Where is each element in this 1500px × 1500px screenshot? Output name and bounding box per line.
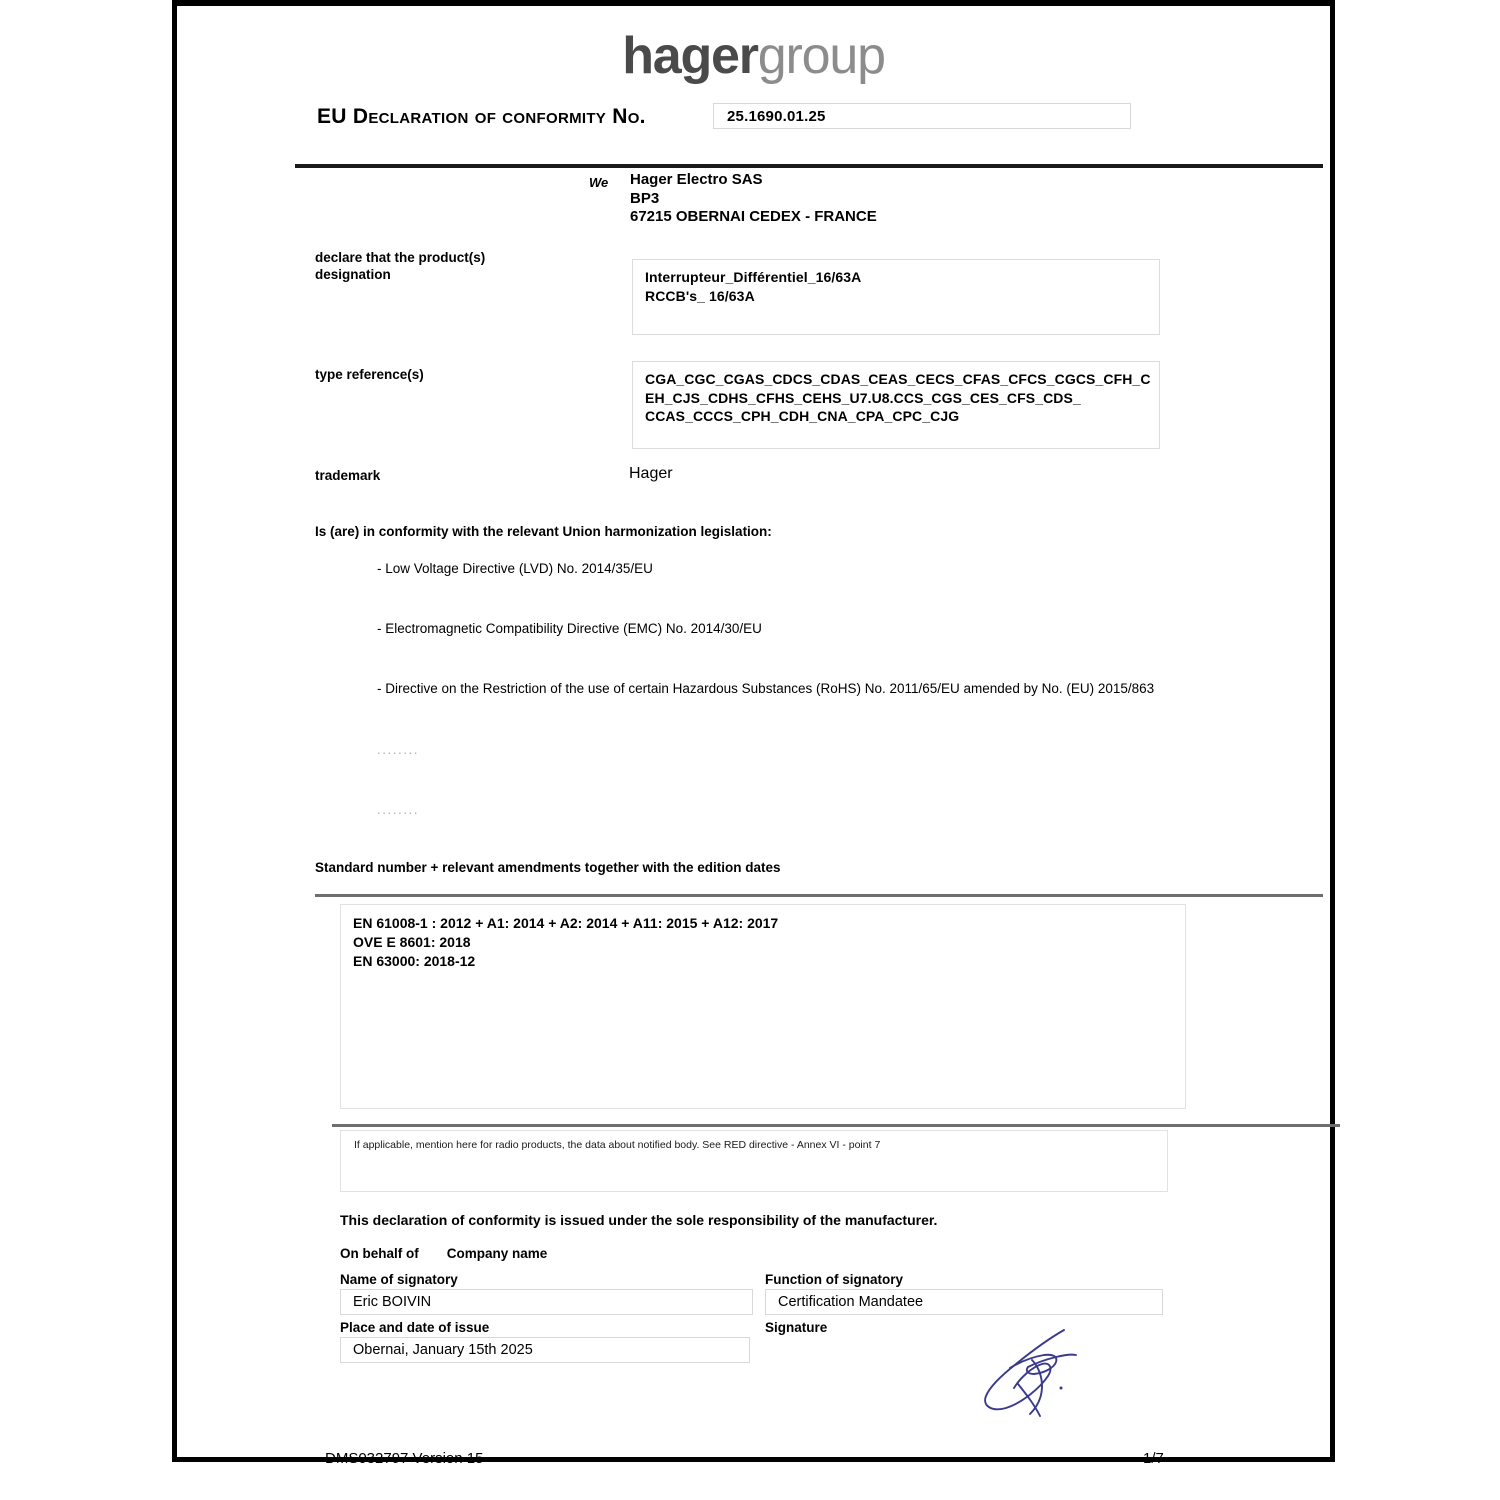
standard-value-1: EN 61008-1 : 2012 + A1: 2014 + A2: 2014 + A11: 2015 + A12: 2017 [353, 915, 779, 931]
designation-label [315, 249, 485, 283]
document-page [172, 0, 1335, 1467]
trademark-value: Hager [629, 465, 673, 482]
hager-group-logo [177, 27, 1330, 85]
function-of-signatory-field[interactable] [765, 1289, 1163, 1315]
directive-placeholder-1: ........ [377, 742, 420, 757]
address-line-1: Hager Electro SAS [630, 171, 763, 188]
conformity-heading: Is (are) in conformity with the relevant Union harmonization legislation: [315, 524, 772, 539]
place-and-date-field[interactable] [340, 1337, 750, 1363]
signature-image [972, 1324, 1092, 1424]
document-title-row [317, 103, 1317, 137]
type-reference-value-2: EH_CJS_CDHS_CFHS_CEHS_U7.U8.CCS_CGS_CES_CFS_CDS_ [645, 389, 1081, 406]
trademark-label: trademark [315, 468, 381, 483]
directive-emc: - Electromagnetic Compatibility Directive (EMC) No. 2014/30/EU [377, 621, 762, 636]
designation-field[interactable] [632, 259, 1160, 335]
page-title: EU Declaration of conformity No. [317, 105, 646, 128]
company-name-label: Company name [446, 1246, 548, 1261]
function-of-signatory-value: Certification Mandatee [778, 1294, 924, 1310]
designation-value-1: Interrupteur_Différentiel_16/63A [645, 269, 862, 285]
responsibility-statement: This declaration of conformity is issued under the sole responsibility of the manufacturer. [340, 1212, 938, 1228]
footer-document-ref: DMS032797 Version 15 [325, 1450, 484, 1467]
type-reference-label: type reference(s) [315, 367, 424, 382]
we-label: We [589, 175, 609, 190]
name-of-signatory-field[interactable] [340, 1289, 753, 1315]
logo-text-hager: hager [622, 27, 758, 85]
designation-label-line-1: declare that the product(s) [315, 250, 486, 265]
type-reference-field[interactable] [632, 361, 1160, 449]
standards-field[interactable] [340, 904, 1186, 1109]
logo-text-group: group [757, 27, 885, 85]
on-behalf-of-row [340, 1246, 547, 1261]
function-of-signatory-label: Function of signatory [765, 1272, 903, 1287]
declaration-number-value: 25.1690.01.25 [727, 108, 826, 125]
type-reference-value-3: CCAS_CCCS_CPH_CDH_CNA_CPA_CPC_CJG [645, 408, 960, 424]
type-reference-value-1: CGA_CGC_CGAS_CDCS_CDAS_CEAS_CECS_CFAS_CFCS_CGCS_CFH_C [645, 371, 1151, 387]
name-of-signatory-label: Name of signatory [340, 1272, 458, 1287]
title-divider [295, 164, 1323, 168]
on-behalf-of-label: On behalf of [340, 1246, 419, 1261]
directive-placeholder-2: ........ [377, 802, 420, 817]
signature-label: Signature [765, 1320, 828, 1335]
address-line-2: BP3 [630, 189, 660, 207]
place-and-date-label: Place and date of issue [340, 1320, 490, 1335]
footer-page-number: 1/7 [1143, 1450, 1164, 1467]
name-of-signatory-value: Eric BOIVIN [353, 1294, 432, 1310]
place-and-date-value: Obernai, January 15th 2025 [353, 1342, 533, 1358]
notified-body-field[interactable] [340, 1130, 1168, 1192]
standard-value-2: OVE E 8601: 2018 [353, 934, 471, 950]
standards-heading: Standard number + relevant amendments together with the edition dates [315, 860, 781, 875]
designation-value-2: RCCB's_ 16/63A [645, 287, 755, 304]
standards-divider-bottom [332, 1124, 1340, 1127]
standards-divider-top [315, 894, 1323, 897]
directive-rohs: - Directive on the Restriction of the use of certain Hazardous Substances (RoHS) No. 2011/65/EU amended by No. (EU) 2015/863 [377, 681, 1155, 696]
designation-label-line-2: designation [315, 267, 391, 282]
declaration-number-field[interactable] [713, 103, 1131, 129]
directive-lvd: - Low Voltage Directive (LVD) No. 2014/35/EU [377, 561, 653, 576]
standard-value-3: EN 63000: 2018-12 [353, 953, 476, 969]
declarant-address [630, 171, 877, 227]
notified-body-hint: If applicable, mention here for radio products, the data about notified body. See RED directive - Annex VI - point 7 [354, 1139, 881, 1151]
address-line-3: 67215 OBERNAI CEDEX - FRANCE [630, 208, 877, 225]
